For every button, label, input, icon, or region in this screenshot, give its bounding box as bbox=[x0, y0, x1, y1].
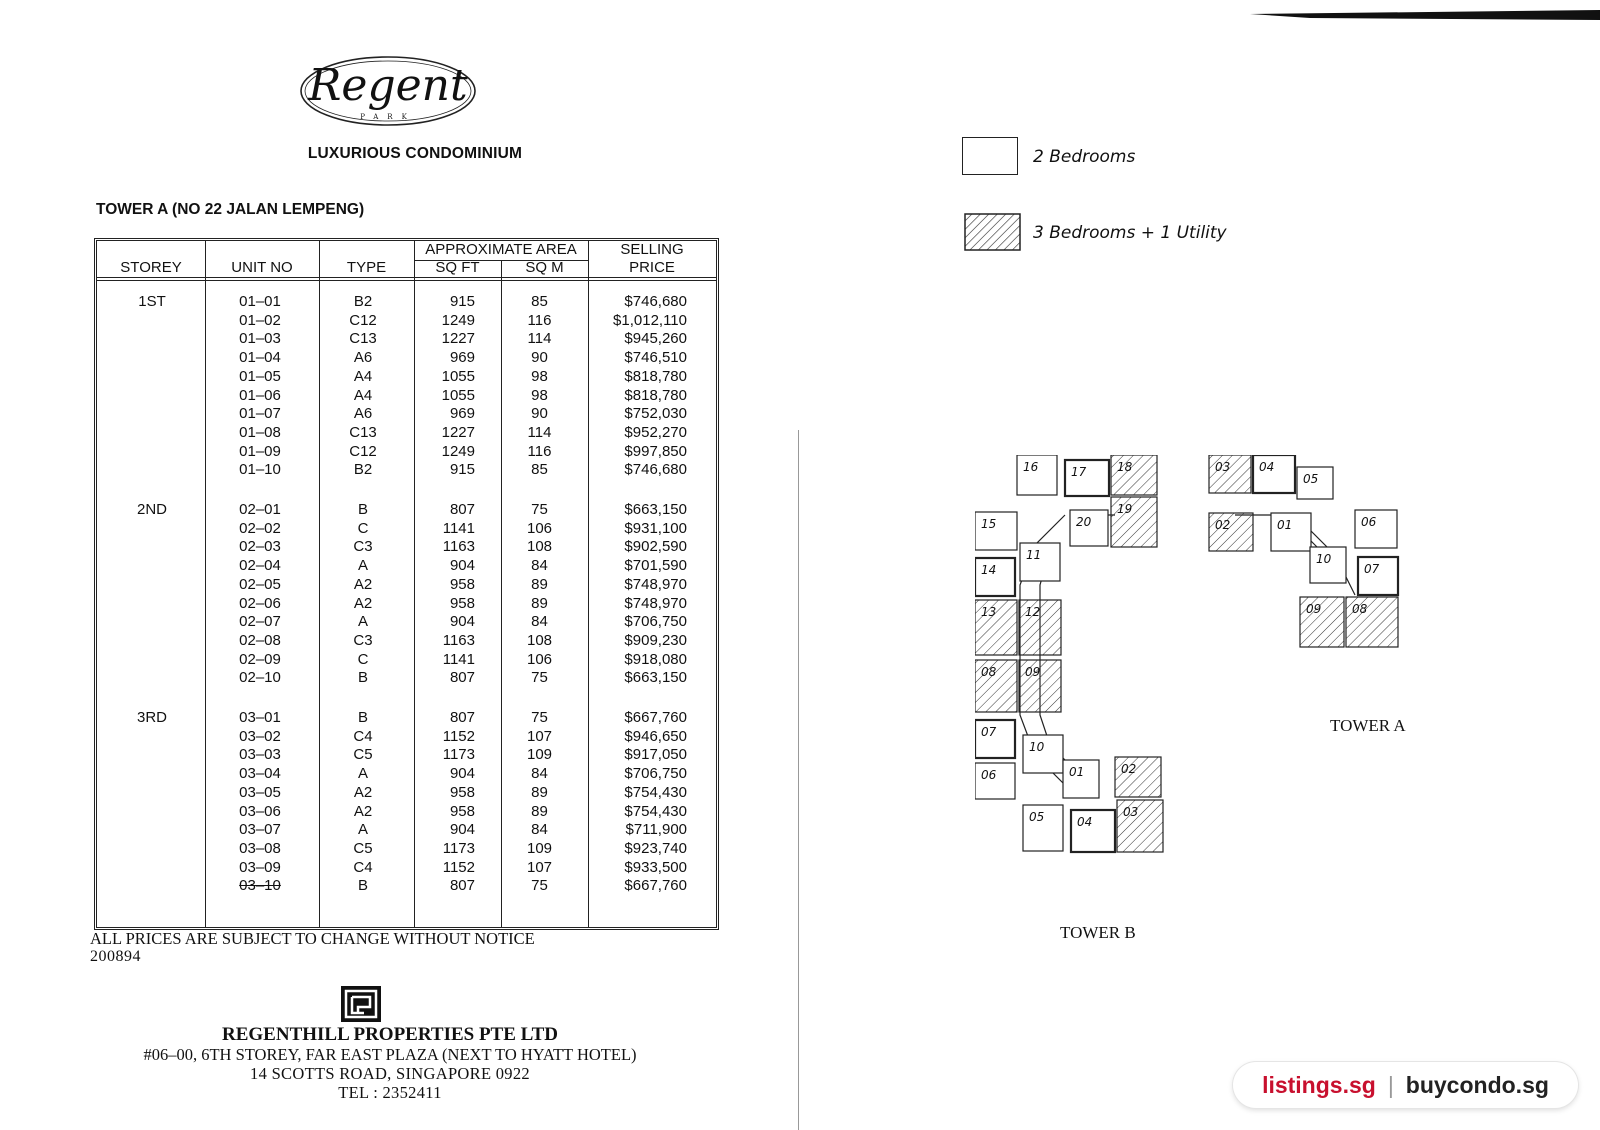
sq-m-cell: 116 bbox=[527, 311, 552, 329]
header-divider bbox=[97, 277, 716, 278]
plan-unit-number: 08 bbox=[981, 665, 997, 679]
plan-unit bbox=[975, 763, 1015, 799]
unit-no-cell: 01–06 bbox=[239, 386, 281, 404]
sq-m-cell: 108 bbox=[526, 538, 553, 556]
scan-edge-mark bbox=[1250, 10, 1600, 20]
tower-b-plan bbox=[975, 455, 1163, 852]
unit-no-cell: 02–08 bbox=[239, 631, 281, 649]
sq-ft-cell: 915 bbox=[449, 461, 475, 479]
tower-title: TOWER A (NO 22 JALAN LEMPENG) bbox=[96, 201, 365, 218]
unit-no-cell: 01–07 bbox=[239, 405, 281, 423]
price-notice: ALL PRICES ARE SUBJECT TO CHANGE WITHOUT NOTICE bbox=[90, 929, 535, 948]
plan-unit bbox=[1271, 513, 1311, 551]
sq-m-cell: 89 bbox=[531, 594, 548, 612]
company-name: REGENTHILL PROPERTIES PTE LTD bbox=[222, 1024, 558, 1045]
unit-no-cell: 02–10 bbox=[239, 669, 281, 687]
unit-no-cell: 01–05 bbox=[239, 367, 281, 385]
unit-no-cell: 03–09 bbox=[239, 858, 281, 876]
type-cell: C5 bbox=[353, 746, 373, 764]
header-type: TYPE bbox=[346, 259, 387, 276]
sq-m-cell: 85 bbox=[531, 461, 548, 479]
price-cell: $902,590 bbox=[624, 538, 687, 556]
sq-ft-cell: 1163 bbox=[442, 631, 475, 649]
sq-m-cell: 75 bbox=[531, 877, 548, 895]
price-cell: $752,030 bbox=[624, 405, 687, 423]
plan-unit-number: 01 bbox=[1069, 765, 1085, 779]
price-cell: $997,850 bbox=[624, 442, 687, 460]
type-cell: C4 bbox=[353, 727, 373, 745]
price-cell: $918,080 bbox=[624, 650, 687, 668]
type-cell: C13 bbox=[349, 423, 377, 441]
sq-ft-cell: 1055 bbox=[441, 367, 475, 385]
price-cell: $931,100 bbox=[624, 519, 687, 537]
header-divider bbox=[97, 280, 716, 281]
plan-unit-number: 09 bbox=[1025, 665, 1041, 679]
logo-subtitle: PARK bbox=[360, 113, 416, 121]
plan-unit bbox=[975, 558, 1015, 596]
plan-unit-number: 05 bbox=[1029, 810, 1045, 824]
sq-ft-cell: 1055 bbox=[441, 386, 475, 404]
plan-unit-number: 02 bbox=[1121, 762, 1137, 776]
price-cell: $663,150 bbox=[624, 501, 687, 518]
type-cell: A6 bbox=[353, 349, 373, 367]
watermark-site-b: buycondo.sg bbox=[1405, 1071, 1549, 1098]
type-cell: A4 bbox=[353, 367, 373, 385]
unit-no-cell: 01–10 bbox=[239, 461, 281, 479]
unit-no-cell: 01–04 bbox=[239, 349, 281, 367]
type-cell: C3 bbox=[353, 538, 373, 556]
sq-m-cell: 98 bbox=[531, 367, 548, 385]
price-cell: $746,680 bbox=[624, 461, 687, 479]
plan-unit bbox=[1019, 660, 1061, 712]
header-sq-ft: SQ FT bbox=[435, 259, 480, 276]
price-cell: $818,780 bbox=[624, 386, 687, 404]
plan-unit-number: 04 bbox=[1259, 460, 1275, 474]
sq-m-cell: 84 bbox=[531, 613, 548, 631]
plan-unit bbox=[1023, 735, 1063, 773]
plan-unit bbox=[1209, 513, 1253, 551]
legend-swatch-three-bedroom bbox=[964, 213, 1021, 251]
plan-unit-number: 04 bbox=[1077, 815, 1093, 829]
price-cell: $946,650 bbox=[624, 727, 687, 745]
price-cell: $754,430 bbox=[624, 783, 687, 801]
plan-unit bbox=[1117, 800, 1163, 852]
type-cell: A bbox=[357, 557, 368, 575]
sq-m-cell: 116 bbox=[527, 442, 552, 460]
header-sq-m: SQ M bbox=[525, 259, 564, 276]
plan-unit-number: 08 bbox=[1352, 602, 1368, 616]
header-selling: SELLING bbox=[620, 241, 684, 258]
price-cell: $746,680 bbox=[624, 293, 687, 310]
sq-m-cell: 84 bbox=[531, 557, 548, 575]
legend-swatch-two-bedroom bbox=[962, 137, 1018, 175]
sq-ft-cell: 915 bbox=[449, 293, 475, 310]
type-cell: A bbox=[357, 821, 368, 839]
plan-unit-number: 11 bbox=[1026, 548, 1042, 562]
company-logo bbox=[340, 985, 382, 1023]
reference-number: 200894 bbox=[90, 948, 141, 965]
plan-unit-number: 16 bbox=[1023, 460, 1039, 474]
type-cell: C12 bbox=[349, 311, 377, 329]
plan-unit bbox=[1023, 805, 1063, 851]
plan-unit-number: 07 bbox=[1364, 562, 1380, 576]
sq-m-cell: 89 bbox=[531, 783, 548, 801]
type-cell: A2 bbox=[353, 575, 373, 593]
sq-ft-cell: 1249 bbox=[441, 311, 475, 329]
plan-unit-number: 07 bbox=[981, 725, 997, 739]
type-cell: A4 bbox=[353, 386, 373, 404]
sq-ft-cell: 1141 bbox=[442, 519, 475, 537]
plan-unit bbox=[1310, 547, 1346, 583]
type-cell: A bbox=[357, 765, 368, 783]
sq-ft-cell: 1249 bbox=[441, 442, 475, 460]
price-cell: $923,740 bbox=[624, 839, 687, 857]
sq-ft-cell: 807 bbox=[449, 709, 475, 726]
sq-m-cell: 114 bbox=[527, 423, 552, 441]
header-approx-area: APPROXIMATE AREA bbox=[425, 241, 577, 258]
unit-no-cell: 01–09 bbox=[239, 442, 281, 460]
plan-unit-number: 03 bbox=[1123, 805, 1139, 819]
sq-m-cell: 75 bbox=[531, 669, 548, 687]
sq-ft-cell: 904 bbox=[449, 765, 475, 783]
watermark-site-a: listings.sg bbox=[1262, 1071, 1376, 1098]
sq-m-cell: 108 bbox=[526, 631, 553, 649]
plan-unit-number: 14 bbox=[981, 563, 997, 577]
plan-unit bbox=[1358, 557, 1398, 595]
price-cell: $945,260 bbox=[624, 330, 687, 348]
type-cell: A2 bbox=[353, 783, 373, 801]
unit-no-cell: 02–07 bbox=[239, 613, 281, 631]
sq-m-cell: 90 bbox=[531, 349, 548, 367]
sq-ft-cell: 904 bbox=[449, 557, 475, 575]
sq-ft-cell: 1163 bbox=[442, 538, 475, 556]
sq-ft-cell: 904 bbox=[449, 613, 475, 631]
unit-no-cell: 03–10 bbox=[239, 877, 281, 895]
plan-unit bbox=[1020, 543, 1060, 581]
tower-a-label: TOWER A bbox=[1330, 716, 1406, 735]
price-cell: $1,012,110 bbox=[613, 311, 687, 329]
sq-m-cell: 75 bbox=[531, 709, 548, 726]
sq-ft-cell: 969 bbox=[449, 349, 475, 367]
storey-label: 3RD bbox=[136, 709, 167, 726]
plan-unit-number: 17 bbox=[1071, 465, 1087, 479]
sq-ft-cell: 1141 bbox=[442, 650, 475, 668]
unit-no-cell: 03–07 bbox=[239, 821, 281, 839]
sq-ft-cell: 1227 bbox=[441, 330, 475, 348]
plan-unit bbox=[1063, 760, 1099, 798]
col-divider bbox=[205, 241, 206, 927]
unit-no-cell: 01–01 bbox=[239, 293, 281, 310]
unit-no-cell: 03–05 bbox=[239, 783, 281, 801]
plan-unit bbox=[1111, 497, 1157, 547]
sq-m-cell: 107 bbox=[526, 858, 553, 876]
unit-no-cell: 03–03 bbox=[239, 746, 281, 764]
plan-unit bbox=[975, 660, 1017, 712]
plan-unit-number: 05 bbox=[1303, 472, 1319, 486]
plan-unit bbox=[975, 600, 1017, 655]
type-cell: C bbox=[357, 650, 369, 668]
sq-ft-cell: 958 bbox=[449, 783, 475, 801]
plan-unit-number: 01 bbox=[1277, 518, 1293, 532]
header-unit-no: UNIT NO bbox=[231, 259, 293, 276]
price-cell: $711,900 bbox=[625, 821, 687, 839]
sq-m-cell: 90 bbox=[531, 405, 548, 423]
unit-no-cell: 02–09 bbox=[239, 650, 281, 668]
legend-label-two-bedroom: 2 Bedrooms bbox=[1033, 147, 1136, 167]
sq-m-cell: 106 bbox=[526, 650, 553, 668]
unit-no-cell: 01–08 bbox=[239, 423, 281, 441]
sq-m-cell: 106 bbox=[526, 519, 553, 537]
company-telephone: TEL : 2352411 bbox=[338, 1083, 442, 1102]
sq-m-cell: 107 bbox=[526, 727, 553, 745]
price-cell: $701,590 bbox=[624, 557, 687, 575]
type-cell: C13 bbox=[349, 330, 377, 348]
price-cell: $917,050 bbox=[624, 746, 687, 764]
plan-unit bbox=[1019, 600, 1061, 655]
unit-no-cell: 01–02 bbox=[239, 311, 281, 329]
sq-ft-cell: 1173 bbox=[442, 839, 475, 857]
price-cell: $748,970 bbox=[624, 594, 687, 612]
sq-ft-cell: 807 bbox=[449, 877, 475, 895]
type-cell: A bbox=[357, 613, 368, 631]
type-cell: C3 bbox=[353, 631, 373, 649]
type-cell: C bbox=[357, 519, 369, 537]
sq-ft-cell: 1152 bbox=[442, 727, 475, 745]
plan-unit-number: 06 bbox=[981, 768, 997, 782]
plan-unit-number: 19 bbox=[1117, 502, 1133, 516]
price-cell: $933,500 bbox=[624, 858, 687, 876]
tower-b-label: TOWER B bbox=[1060, 923, 1136, 942]
sq-m-cell: 109 bbox=[526, 746, 553, 764]
site-plan-diagram bbox=[975, 455, 1445, 885]
sq-ft-cell: 807 bbox=[449, 501, 475, 518]
price-cell: $746,510 bbox=[624, 349, 687, 367]
sq-m-cell: 89 bbox=[531, 575, 548, 593]
plan-unit-number: 15 bbox=[981, 517, 997, 531]
plan-unit-number: 03 bbox=[1215, 460, 1231, 474]
price-cell: $706,750 bbox=[624, 613, 687, 631]
unit-no-cell: 03–04 bbox=[239, 765, 281, 783]
sq-ft-cell: 1173 bbox=[442, 746, 475, 764]
unit-no-cell: 02–06 bbox=[239, 594, 281, 612]
price-cell: $818,780 bbox=[624, 367, 687, 385]
legend-label-three-bedroom: 3 Bedrooms + 1 Utility bbox=[1033, 223, 1227, 243]
plan-unit bbox=[975, 720, 1015, 758]
price-cell: $909,230 bbox=[624, 631, 687, 649]
type-cell: B bbox=[357, 877, 368, 895]
unit-no-cell: 03–02 bbox=[239, 727, 281, 745]
type-cell: A2 bbox=[353, 594, 373, 612]
plan-unit bbox=[1346, 597, 1398, 647]
plan-unit-number: 02 bbox=[1215, 518, 1231, 532]
plan-unit-number: 12 bbox=[1025, 605, 1041, 619]
sq-ft-cell: 969 bbox=[449, 405, 475, 423]
sq-m-cell: 114 bbox=[527, 330, 552, 348]
watermark-separator: | bbox=[1387, 1071, 1394, 1098]
sq-m-cell: 84 bbox=[531, 765, 548, 783]
plan-unit-number: 06 bbox=[1361, 515, 1377, 529]
plan-unit bbox=[1115, 757, 1161, 797]
sq-ft-cell: 807 bbox=[449, 669, 475, 687]
plan-unit bbox=[975, 512, 1017, 550]
price-cell: $748,970 bbox=[624, 575, 687, 593]
type-cell: C12 bbox=[349, 442, 377, 460]
sq-ft-cell: 904 bbox=[449, 821, 475, 839]
plan-unit bbox=[1300, 597, 1344, 647]
price-cell: $663,150 bbox=[624, 669, 687, 687]
unit-no-cell: 02–05 bbox=[239, 575, 281, 593]
unit-no-cell: 02–02 bbox=[239, 519, 281, 537]
sq-ft-cell: 1227 bbox=[441, 423, 475, 441]
type-cell: B2 bbox=[353, 461, 373, 479]
plan-unit bbox=[1297, 467, 1333, 499]
type-cell: C4 bbox=[353, 858, 373, 876]
sq-m-cell: 84 bbox=[531, 821, 548, 839]
sq-ft-cell: 1152 bbox=[442, 858, 475, 876]
unit-no-cell: 02–01 bbox=[239, 501, 281, 518]
plan-unit-number: 09 bbox=[1306, 602, 1322, 616]
plan-unit bbox=[1111, 455, 1157, 495]
plan-unit-number: 10 bbox=[1316, 552, 1332, 566]
unit-no-cell: 03–08 bbox=[239, 839, 281, 857]
plan-unit bbox=[1017, 455, 1057, 495]
company-address-line-1: #06–00, 6TH STOREY, FAR EAST PLAZA (NEXT TO HYATT HOTEL) bbox=[143, 1045, 637, 1064]
type-cell: A6 bbox=[353, 405, 373, 423]
plan-unit bbox=[1355, 510, 1397, 548]
unit-no-cell: 03–06 bbox=[239, 802, 281, 820]
price-cell: $667,760 bbox=[624, 709, 687, 726]
price-cell: $952,270 bbox=[624, 423, 687, 441]
sq-m-cell: 98 bbox=[531, 386, 548, 404]
watermark-badge bbox=[1233, 1062, 1578, 1108]
company-address-line-2: 14 SCOTTS ROAD, SINGAPORE 0922 bbox=[250, 1064, 530, 1083]
sq-m-cell: 85 bbox=[531, 293, 548, 310]
price-cell: $754,430 bbox=[624, 802, 687, 820]
unit-no-cell: 02–03 bbox=[239, 538, 281, 556]
tower-a-plan bbox=[1209, 455, 1398, 647]
plan-unit bbox=[1253, 455, 1295, 493]
type-cell: A2 bbox=[353, 802, 373, 820]
sq-m-cell: 109 bbox=[526, 839, 553, 857]
plan-unit bbox=[1209, 455, 1251, 493]
sq-m-cell: 75 bbox=[531, 501, 548, 518]
header-storey: STOREY bbox=[120, 259, 182, 276]
price-cell: $706,750 bbox=[624, 765, 687, 783]
sq-ft-cell: 958 bbox=[449, 594, 475, 612]
sq-m-cell: 89 bbox=[531, 802, 548, 820]
plan-unit-number: 20 bbox=[1076, 515, 1092, 529]
storey-label: 2ND bbox=[136, 501, 167, 518]
plan-unit-number: 13 bbox=[981, 605, 997, 619]
unit-no-cell: 01–03 bbox=[239, 330, 281, 348]
page-divider bbox=[798, 430, 799, 1130]
type-cell: B bbox=[357, 709, 368, 726]
type-cell: B bbox=[357, 501, 368, 518]
logo-wordmark: Regent bbox=[308, 60, 468, 111]
price-cell: $667,760 bbox=[624, 877, 687, 895]
tagline: LUXURIOUS CONDOMINIUM bbox=[307, 145, 523, 162]
plan-unit-number: 10 bbox=[1029, 740, 1045, 754]
plan-unit bbox=[1065, 460, 1109, 496]
type-cell: B2 bbox=[353, 293, 373, 310]
price-table bbox=[94, 238, 719, 930]
sq-ft-cell: 958 bbox=[449, 575, 475, 593]
type-cell: C5 bbox=[353, 839, 373, 857]
header-price: PRICE bbox=[629, 259, 675, 276]
unit-no-cell: 03–01 bbox=[239, 709, 281, 726]
sq-ft-cell: 958 bbox=[449, 802, 475, 820]
unit-no-cell: 02–04 bbox=[239, 557, 281, 575]
type-cell: B bbox=[357, 669, 368, 687]
plan-unit bbox=[1070, 510, 1108, 546]
storey-label: 1ST bbox=[138, 293, 166, 310]
plan-unit bbox=[1071, 810, 1115, 852]
plan-unit-number: 18 bbox=[1117, 460, 1133, 474]
